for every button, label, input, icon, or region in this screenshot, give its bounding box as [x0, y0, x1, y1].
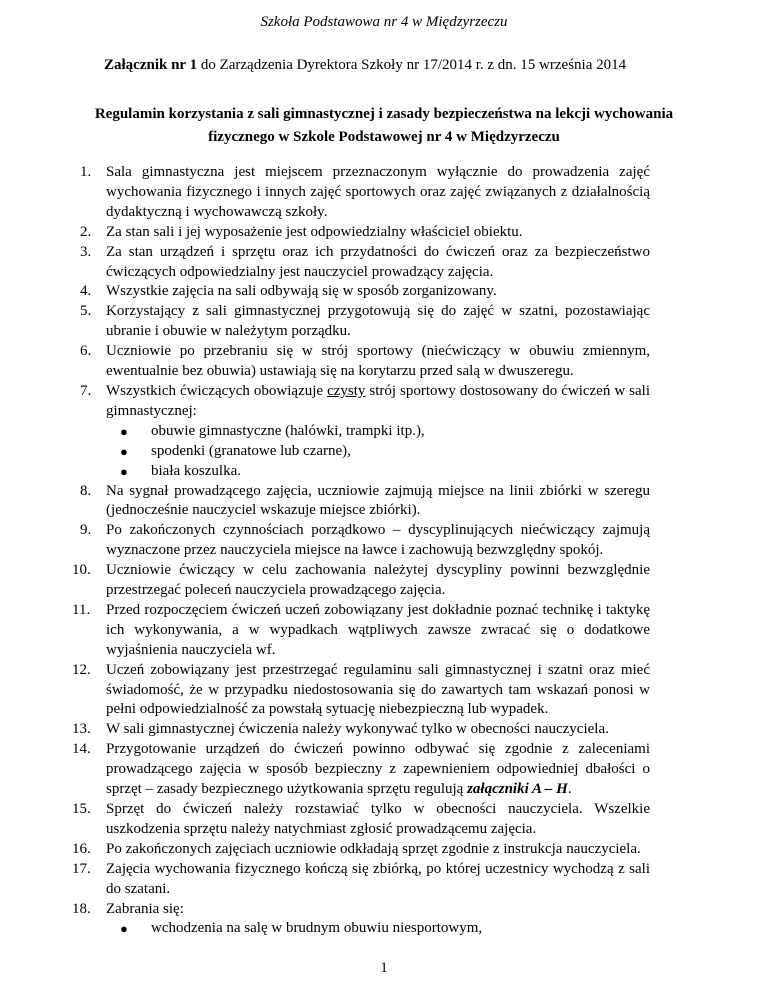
rule-item: 3. Za stan urządzeń i sprzętu oraz ich przydatności do ćwiczeń oraz za bezpieczeństwo ćwiczących odpowiedzialny jest nauczyciel prowadzący zajęcia. — [80, 243, 650, 280]
rule-item: 14. Przygotowanie urządzeń do ćwiczeń powinno odbywać się zgodnie z zaleceniami prowadzącego zajęcia w sposób bezpieczny z zapewnieniem odpowiedniej dbałości o sprzęt – zasady bezpiecznego użytkowania sprzętu regulują załączniki A – H. — [72, 741, 650, 798]
rule-item: 2. Za stan sali i jej wyposażenie jest odpowiedzialny właściciel obiektu. — [80, 223, 523, 240]
clothing-list — [106, 422, 650, 482]
bullet-item: ● biała koszulka. — [106, 462, 650, 482]
document-title: Regulamin korzystania z sali gimnastycznej i zasady bezpieczeństwa na lekcji wychowania fizycznego w Szkole Podstawowej nr 4 w Międzyrzeczu — [94, 106, 674, 145]
rule-item: 10. Uczniowie ćwiczący w celu zachowania należytej dyscypliny powinni bezwzględnie przestrzegać poleceń nauczyciela prowadzącego zajęcia. — [72, 562, 650, 599]
bullet-icon: ● — [120, 463, 128, 479]
bullet-icon: ● — [120, 443, 128, 459]
annex-line — [104, 57, 626, 74]
rule-item: 12. Uczeń zobowiązany jest przestrzegać regulaminu sali gimnastycznej i szatni oraz mieć świadomość, że w przypadku niedostosowania się do zawartych tam wskazań ponosi w pełni odpowiedzialność za powstałą sytuację niebezpieczną lub wypadek. — [72, 661, 650, 718]
rule-item: 6. Uczniowie po przebraniu się w strój sportowy (niećwiczący w obuwiu zmiennym, ewentualnie bez obuwia) ustawiają się na korytarzu przed salą w dwuszeregu. — [80, 343, 650, 380]
rule-item: 13. W sali gimnastycznej ćwiczenia należy wykonywać tylko w obecności nauczyciela. — [72, 721, 609, 738]
annex-reference: załączniki A – H — [467, 781, 568, 798]
annex-label: Załącznik nr 1 — [104, 57, 198, 73]
bullet-item: ● spodenki (granatowe lub czarne), — [106, 442, 650, 462]
rule-item: 9. Po zakończonych czynnościach porządkowo – dyscyplinujących niećwiczący zajmują wyznaczone przez nauczyciela miejsce na ławce i zachowują bezwzględny spokój. — [80, 522, 650, 559]
bullet-icon: ● — [120, 921, 128, 937]
rule-item: 7. Wszystkich ćwiczących obowiązuje czysty strój sportowy dostosowany do ćwiczeń w sali gimnastycznej: ● obuwie gimnastyczne (halówki, trampki itp.), ● spodenki (granatowe lub czarne), ● biała koszulka. — [80, 382, 650, 482]
rule-item: 18. Zabrania się: ● wchodzenia na salę w brudnym obuwiu niesportowym, — [80, 900, 650, 940]
prohibited-list — [106, 919, 650, 939]
page-number: 1 — [380, 960, 388, 976]
bullet-item: ● obuwie gimnastyczne (halówki, trampki itp.), — [106, 422, 650, 442]
rule-item: 1. Sala gimnastyczna jest miejscem przeznaczonym wyłącznie do prowadzenia zajęć wychowania fizycznego i innych zajęć sportowych oraz zajęć związanych z działalnością dydaktyczną i wychowawczą szkoły. — [80, 164, 650, 220]
annex-text: do Zarządzenia Dyrektora Szkoły nr 17/2014 r. z dn. 15 września 2014 — [197, 57, 627, 73]
underlined-word: czysty — [327, 382, 366, 399]
rule-item: 17. Zajęcia wychowania fizycznego kończą się zbiórką, po której uczestnicy wychodzą z sali do szatani. — [72, 860, 650, 897]
rule-item: 5. Korzystający z sali gimnastycznej przygotowują się do zajęć w szatni, pozostawiając ubranie i obuwie w należytym porządku. — [80, 303, 650, 340]
rule-item: 8. Na sygnał prowadzącego zajęcia, uczniowie zajmują miejsce na linii zbiórki w szeregu (jednocześnie nauczyciel wskazuje miejsce zbiórki). — [80, 482, 650, 519]
bullet-item: ● wchodzenia na salę w brudnym obuwiu niesportowym, — [106, 919, 650, 939]
rule-item: 4. Wszystkie zajęcia na sali odbywają się w sposób zorganizowany. — [80, 283, 497, 300]
rules-list — [72, 163, 650, 939]
school-header: Szkoła Podstawowa nr 4 w Międzyrzeczu — [260, 14, 508, 30]
rule-item: 15. Sprzęt do ćwiczeń należy rozstawiać tylko w obecności nauczyciela. Wszelkie uszkodzenia sprzętu należy natychmiast zgłosić prowadzącemu zajęcia. — [72, 801, 650, 837]
bullet-icon: ● — [120, 423, 128, 439]
rule-item: 11. Przed rozpoczęciem ćwiczeń uczeń zobowiązany jest dokładnie poznać technikę i taktykę ich wykonywania, a w wypadkach wątpliwych zawsze zwracać się o dodatkowe wyjaśnienia nauczyciela wf. — [72, 601, 650, 658]
rule-item: 16. Po zakończonych zajęciach uczniowie odkładają sprzęt zgodnie z instrukcja nauczyciela. — [72, 840, 641, 857]
